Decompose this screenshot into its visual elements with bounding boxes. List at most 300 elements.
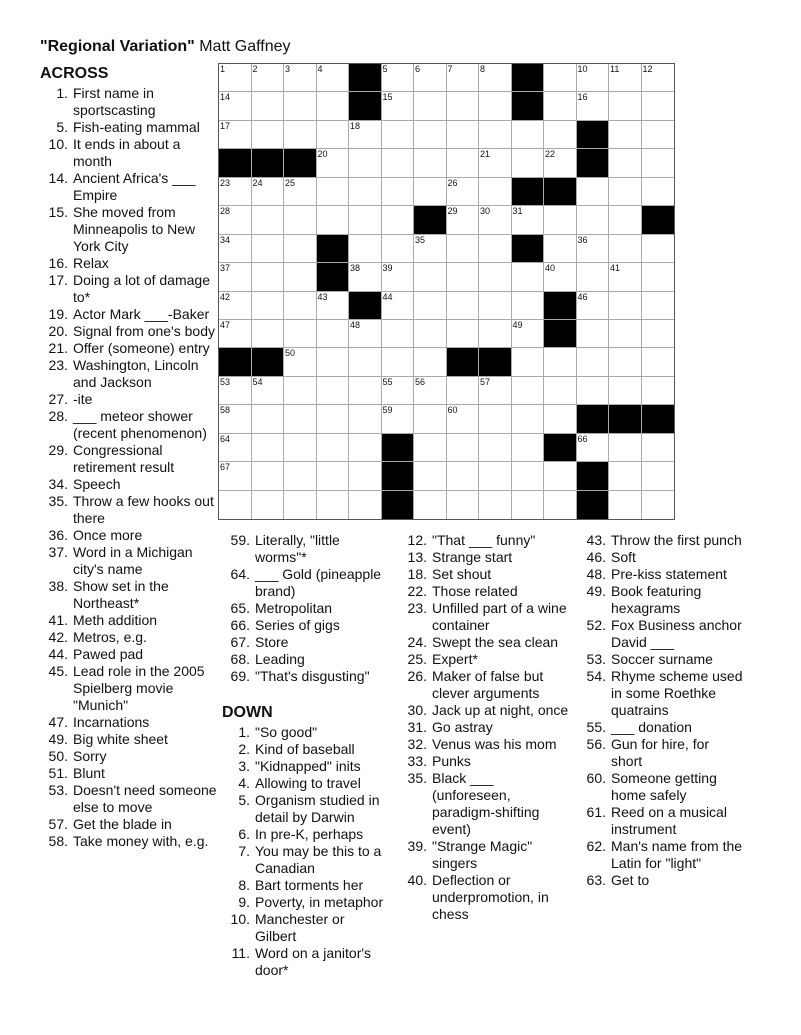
cell-number: 6 [415, 64, 421, 74]
grid-cell[interactable] [219, 377, 252, 405]
clue-number: 40. [407, 872, 427, 888]
grid-block [349, 64, 382, 92]
grid-cell[interactable] [317, 121, 350, 149]
clue-number: 54. [586, 668, 606, 684]
grid-cell[interactable] [252, 292, 285, 320]
clue-text: ___ Gold (pineapple brand) [255, 566, 382, 599]
grid-cell[interactable] [642, 92, 675, 120]
grid-cell[interactable] [284, 92, 317, 120]
clue-item [574, 532, 744, 549]
grid-cell[interactable] [544, 377, 577, 405]
grid-cell[interactable] [577, 348, 610, 376]
clue-number: 47. [48, 714, 68, 730]
grid-block [512, 235, 545, 263]
grid-cell[interactable] [252, 92, 285, 120]
clue-number: 29. [48, 442, 68, 458]
grid-cell[interactable] [382, 206, 415, 234]
grid-cell[interactable] [447, 292, 480, 320]
grid-cell[interactable] [317, 92, 350, 120]
clue-number: 66. [230, 617, 250, 633]
grid-cell[interactable] [642, 178, 675, 206]
grid-cell[interactable] [512, 348, 545, 376]
clue-text: In pre-K, perhaps [255, 826, 364, 842]
clue-text: Pawed pad [73, 646, 144, 662]
cell-number: 5 [382, 64, 388, 74]
grid-cell[interactable] [512, 320, 545, 348]
clue-text: Word on a janitor's door* [255, 945, 372, 978]
grid-cell[interactable] [479, 462, 512, 490]
grid-cell[interactable] [252, 64, 285, 92]
clue-item [40, 765, 218, 782]
clue-item [40, 85, 218, 119]
grid-cell[interactable] [414, 64, 447, 92]
clue-number: 38. [48, 578, 68, 594]
grid-cell[interactable] [284, 235, 317, 263]
grid-cell[interactable] [609, 320, 642, 348]
clue-number: 33. [407, 753, 427, 769]
grid-cell[interactable] [382, 235, 415, 263]
grid-cell[interactable] [349, 434, 382, 462]
grid-cell[interactable] [544, 92, 577, 120]
grid-block [512, 64, 545, 92]
grid-block [544, 320, 577, 348]
grid-cell[interactable] [382, 178, 415, 206]
clue-item [40, 136, 218, 170]
grid-cell[interactable] [317, 348, 350, 376]
grid-cell[interactable] [479, 405, 512, 433]
grid-cell[interactable] [317, 377, 350, 405]
grid-cell[interactable] [512, 462, 545, 490]
grid-cell[interactable] [447, 320, 480, 348]
clue-text: "That ___ funny" [432, 532, 536, 548]
grid-cell[interactable] [252, 377, 285, 405]
grid-cell[interactable] [219, 206, 252, 234]
grid-cell[interactable] [577, 434, 610, 462]
grid-cell[interactable] [609, 434, 642, 462]
grid-cell[interactable] [284, 263, 317, 291]
clue-text: "That's disgusting" [255, 668, 370, 684]
grid-cell[interactable] [544, 491, 577, 519]
grid-cell[interactable] [382, 263, 415, 291]
grid-cell[interactable] [414, 235, 447, 263]
grid-cell[interactable] [642, 121, 675, 149]
clue-item [395, 634, 571, 651]
grid-cell[interactable] [512, 149, 545, 177]
clue-number: 9. [238, 894, 250, 910]
clue-item [574, 651, 744, 668]
clue-item [222, 617, 386, 634]
grid-cell[interactable] [479, 206, 512, 234]
clue-number: 23. [407, 600, 427, 616]
grid-cell[interactable] [512, 491, 545, 519]
cell-number: 46 [577, 291, 588, 302]
grid-cell[interactable] [512, 292, 545, 320]
grid-cell[interactable] [284, 348, 317, 376]
clue-item [40, 357, 218, 391]
grid-block [382, 491, 415, 519]
puzzle-author: Matt Gaffney [199, 38, 291, 55]
clue-text: Series of gigs [255, 617, 340, 633]
grid-cell[interactable] [317, 178, 350, 206]
clue-item [395, 583, 571, 600]
clue-text: Show set in the Northeast* [73, 578, 169, 611]
grid-cell[interactable] [544, 206, 577, 234]
cell-number: 29 [447, 206, 458, 217]
grid-cell[interactable] [317, 462, 350, 490]
clue-text: Jack up at night, once [432, 702, 569, 718]
clue-number: 58. [48, 833, 68, 849]
grid-cell[interactable] [479, 320, 512, 348]
grid-cell[interactable] [317, 491, 350, 519]
grid-cell[interactable] [414, 377, 447, 405]
grid-cell[interactable] [219, 263, 252, 291]
grid-cell[interactable] [577, 292, 610, 320]
grid-block [382, 462, 415, 490]
grid-cell[interactable] [349, 377, 382, 405]
grid-cell[interactable] [577, 64, 610, 92]
clue-number: 49. [586, 583, 606, 599]
grid-cell[interactable] [447, 92, 480, 120]
grid-cell[interactable] [609, 178, 642, 206]
grid-cell[interactable] [512, 263, 545, 291]
grid-cell[interactable] [544, 64, 577, 92]
grid-cell[interactable] [447, 405, 480, 433]
grid-cell[interactable] [414, 292, 447, 320]
grid-cell[interactable] [642, 348, 675, 376]
clue-number: 41. [48, 612, 68, 628]
grid-cell[interactable] [512, 377, 545, 405]
grid-cell[interactable] [512, 121, 545, 149]
grid-cell[interactable] [544, 235, 577, 263]
grid-cell[interactable] [252, 405, 285, 433]
grid-cell[interactable] [414, 263, 447, 291]
grid-cell[interactable] [414, 405, 447, 433]
grid-cell[interactable] [414, 491, 447, 519]
grid-cell[interactable] [349, 121, 382, 149]
grid-cell[interactable] [252, 491, 285, 519]
grid-cell[interactable] [479, 377, 512, 405]
grid-cell[interactable] [382, 348, 415, 376]
grid-cell[interactable] [414, 320, 447, 348]
grid-cell[interactable] [512, 405, 545, 433]
grid-cell[interactable] [642, 64, 675, 92]
grid-cell[interactable] [284, 178, 317, 206]
clue-text: It ends in about a month [73, 136, 181, 169]
grid-cell[interactable] [642, 320, 675, 348]
grid-cell[interactable] [642, 263, 675, 291]
grid-cell[interactable] [284, 434, 317, 462]
cell-number: 42 [220, 291, 231, 302]
clue-item [40, 391, 218, 408]
grid-cell[interactable] [414, 434, 447, 462]
clue-text: Relax [73, 255, 109, 271]
clue-item [40, 272, 218, 306]
grid-cell[interactable] [317, 64, 350, 92]
grid-cell[interactable] [479, 121, 512, 149]
grid-cell[interactable] [414, 149, 447, 177]
grid-cell[interactable] [252, 263, 285, 291]
grid-cell[interactable] [284, 320, 317, 348]
grid-cell[interactable] [414, 462, 447, 490]
clue-number: 27. [48, 391, 68, 407]
grid-cell[interactable] [414, 178, 447, 206]
clue-text: "Strange Magic" singers [432, 838, 533, 871]
clue-text: Get the blade in [73, 816, 172, 832]
grid-cell[interactable] [317, 149, 350, 177]
grid-block [479, 348, 512, 376]
clue-number: 49. [48, 731, 68, 747]
grid-cell[interactable] [609, 206, 642, 234]
grid-block [577, 121, 610, 149]
grid-cell[interactable] [284, 491, 317, 519]
clue-item [40, 731, 218, 748]
grid-cell[interactable] [642, 491, 675, 519]
grid-block [642, 206, 675, 234]
grid-cell[interactable] [447, 149, 480, 177]
grid-cell[interactable] [382, 92, 415, 120]
grid-cell[interactable] [317, 320, 350, 348]
grid-cell[interactable] [382, 149, 415, 177]
grid-cell[interactable] [577, 206, 610, 234]
grid-cell[interactable] [382, 64, 415, 92]
grid-cell[interactable] [219, 462, 252, 490]
grid-cell[interactable] [219, 405, 252, 433]
grid-cell[interactable] [252, 320, 285, 348]
clue-text: Metropolitan [255, 600, 333, 616]
cell-number: 11 [610, 64, 620, 74]
grid-cell[interactable] [479, 178, 512, 206]
grid-cell[interactable] [609, 263, 642, 291]
clue-text: Leading [255, 651, 305, 667]
grid-cell[interactable] [479, 491, 512, 519]
grid-cell[interactable] [609, 92, 642, 120]
grid-cell[interactable] [544, 462, 577, 490]
clue-item [222, 826, 386, 843]
grid-cell[interactable] [447, 263, 480, 291]
grid-cell[interactable] [577, 263, 610, 291]
grid-cell[interactable] [219, 491, 252, 519]
clue-item [222, 911, 386, 945]
grid-cell[interactable] [317, 206, 350, 234]
grid-cell[interactable] [219, 178, 252, 206]
grid-cell[interactable] [284, 121, 317, 149]
grid-cell[interactable] [219, 64, 252, 92]
grid-cell[interactable] [479, 434, 512, 462]
clue-item [395, 668, 571, 702]
grid-cell[interactable] [642, 149, 675, 177]
grid-block [544, 434, 577, 462]
cell-number: 12 [642, 64, 653, 74]
grid-cell[interactable] [642, 462, 675, 490]
grid-cell[interactable] [642, 434, 675, 462]
cell-number: 54 [252, 376, 263, 387]
grid-cell[interactable] [577, 320, 610, 348]
grid-cell[interactable] [349, 320, 382, 348]
clue-item [40, 714, 218, 731]
grid-cell[interactable] [512, 434, 545, 462]
clue-number: 22. [407, 583, 427, 599]
grid-cell[interactable] [219, 320, 252, 348]
grid-cell[interactable] [284, 206, 317, 234]
clue-number: 31. [407, 719, 427, 735]
grid-cell[interactable] [609, 149, 642, 177]
clue-text: Reed on a musical instrument [611, 804, 727, 837]
grid-cell[interactable] [219, 235, 252, 263]
clue-item [222, 843, 386, 877]
grid-cell[interactable] [414, 92, 447, 120]
clue-item [40, 629, 218, 646]
grid-cell[interactable] [219, 121, 252, 149]
grid-cell[interactable] [479, 64, 512, 92]
grid-cell[interactable] [544, 149, 577, 177]
grid-cell[interactable] [447, 206, 480, 234]
grid-cell[interactable] [252, 121, 285, 149]
grid-block [414, 206, 447, 234]
grid-cell[interactable] [479, 263, 512, 291]
grid-cell[interactable] [382, 121, 415, 149]
grid-cell[interactable] [317, 434, 350, 462]
grid-cell[interactable] [349, 263, 382, 291]
cell-number: 57 [480, 376, 491, 387]
grid-cell[interactable] [349, 206, 382, 234]
clue-number: 17. [48, 272, 68, 288]
clue-text: Venus was his mom [432, 736, 557, 752]
grid-cell[interactable] [609, 64, 642, 92]
clue-number: 21. [48, 340, 68, 356]
grid-cell[interactable] [317, 405, 350, 433]
grid-cell[interactable] [349, 462, 382, 490]
grid-cell[interactable] [382, 405, 415, 433]
clue-item [395, 872, 571, 923]
grid-cell[interactable] [252, 206, 285, 234]
grid-cell[interactable] [284, 377, 317, 405]
grid-cell[interactable] [219, 92, 252, 120]
grid-cell[interactable] [447, 462, 480, 490]
cell-number: 7 [447, 64, 453, 74]
clue-text: Poverty, in metaphor [255, 894, 384, 910]
grid-cell[interactable] [544, 121, 577, 149]
grid-cell[interactable] [252, 434, 285, 462]
clue-text: Actor Mark ___-Baker [73, 306, 210, 322]
grid-cell[interactable] [609, 491, 642, 519]
grid-cell[interactable] [544, 348, 577, 376]
cell-number: 49 [512, 319, 523, 330]
grid-cell[interactable] [284, 292, 317, 320]
grid-cell[interactable] [609, 292, 642, 320]
grid-cell[interactable] [284, 64, 317, 92]
clue-item [222, 724, 386, 741]
grid-cell[interactable] [642, 292, 675, 320]
crossword-grid [218, 63, 675, 520]
cell-number: 30 [480, 206, 491, 217]
grid-cell[interactable] [252, 235, 285, 263]
clue-text: Rhyme scheme used in some Roethke quatrains [611, 668, 743, 718]
grid-cell[interactable] [609, 348, 642, 376]
grid-cell[interactable] [284, 462, 317, 490]
grid-block [447, 348, 480, 376]
grid-cell[interactable] [219, 434, 252, 462]
clue-text: Black ___ (unforeseen, paradigm-shifting event) [432, 770, 540, 837]
grid-cell[interactable] [512, 206, 545, 234]
grid-cell[interactable] [609, 377, 642, 405]
grid-cell[interactable] [479, 92, 512, 120]
cell-number: 28 [220, 206, 231, 217]
grid-cell[interactable] [414, 121, 447, 149]
grid-cell[interactable] [479, 292, 512, 320]
cell-number: 20 [317, 149, 328, 160]
grid-cell[interactable] [349, 178, 382, 206]
grid-cell[interactable] [252, 462, 285, 490]
grid-cell[interactable] [642, 377, 675, 405]
grid-cell[interactable] [349, 149, 382, 177]
grid-cell[interactable] [349, 348, 382, 376]
clue-item [395, 719, 571, 736]
grid-cell[interactable] [382, 292, 415, 320]
grid-cell[interactable] [544, 263, 577, 291]
clue-text: Take money with, e.g. [73, 833, 209, 849]
grid-cell[interactable] [252, 178, 285, 206]
grid-cell[interactable] [447, 491, 480, 519]
cell-number: 8 [480, 64, 486, 74]
grid-cell[interactable] [447, 434, 480, 462]
grid-cell[interactable] [479, 149, 512, 177]
grid-cell[interactable] [317, 292, 350, 320]
grid-cell[interactable] [447, 377, 480, 405]
grid-cell[interactable] [382, 377, 415, 405]
clue-text: Word in a Michigan city's name [73, 544, 193, 577]
grid-cell[interactable] [414, 348, 447, 376]
clue-text: Throw the first punch [611, 532, 742, 548]
grid-cell[interactable] [447, 64, 480, 92]
grid-cell[interactable] [609, 462, 642, 490]
grid-cell[interactable] [577, 377, 610, 405]
grid-cell[interactable] [349, 235, 382, 263]
clue-number: 52. [586, 617, 606, 633]
grid-cell[interactable] [479, 235, 512, 263]
grid-cell[interactable] [609, 121, 642, 149]
grid-block [577, 149, 610, 177]
clue-text: Someone getting home safely [611, 770, 717, 803]
grid-cell[interactable] [349, 491, 382, 519]
grid-cell[interactable] [349, 405, 382, 433]
grid-cell[interactable] [577, 178, 610, 206]
clue-text: Punks [432, 753, 471, 769]
grid-cell[interactable] [642, 235, 675, 263]
grid-cell[interactable] [577, 235, 610, 263]
clue-text: Incarnations [73, 714, 150, 730]
clue-text: Washington, Lincoln and Jackson [73, 357, 199, 390]
grid-cell[interactable] [219, 292, 252, 320]
grid-block [219, 348, 252, 376]
cell-number: 50 [285, 348, 296, 359]
clue-text: -ite [73, 391, 93, 407]
grid-cell[interactable] [447, 178, 480, 206]
grid-cell[interactable] [609, 235, 642, 263]
clue-item [40, 612, 218, 629]
grid-cell[interactable] [447, 235, 480, 263]
clue-item [395, 532, 571, 549]
grid-cell[interactable] [284, 405, 317, 433]
grid-cell[interactable] [447, 121, 480, 149]
grid-cell[interactable] [382, 320, 415, 348]
grid-cell[interactable] [577, 92, 610, 120]
clue-text: Maker of false but clever arguments [432, 668, 544, 701]
clue-number: 6. [238, 826, 250, 842]
clue-text: "So good" [255, 724, 318, 740]
clue-item [574, 549, 744, 566]
clue-text: Swept the sea clean [432, 634, 559, 650]
grid-cell[interactable] [544, 405, 577, 433]
